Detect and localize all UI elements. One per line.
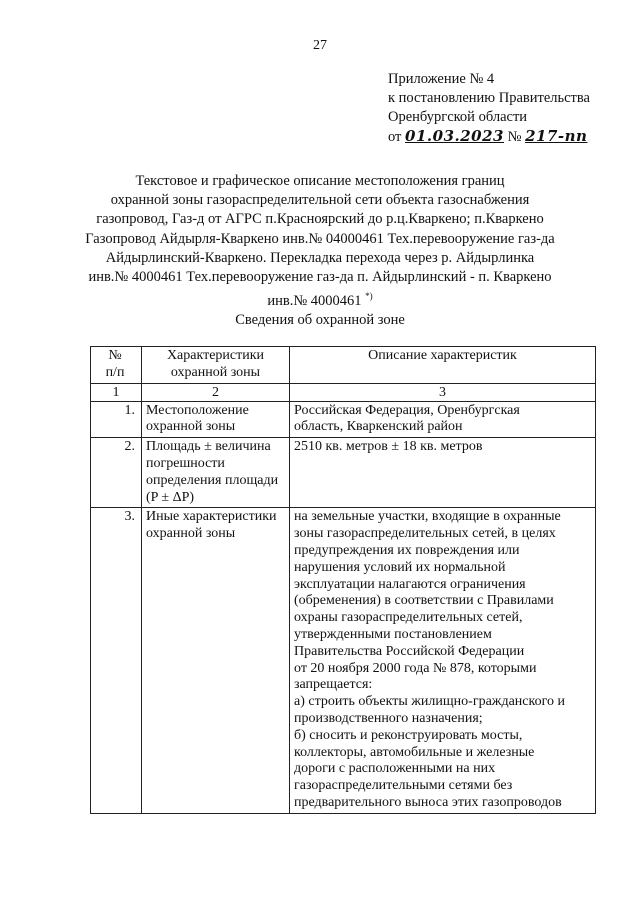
text-line: газораспределительными сетями без [294, 778, 513, 794]
text-line: дороги с расположенными на них [294, 761, 496, 777]
title-line: инв.№ 4000461 Тех.перевооружение газ-да п. Айдырлинский - п. Кваркено [88, 269, 552, 286]
title-line [60, 287, 580, 311]
annex-resolution-line: к постановлению Правительства [388, 90, 590, 106]
text-line: охранной зоны [146, 526, 236, 542]
text-line: а) строить объекты жилищно-гражданского и [294, 694, 565, 710]
title-line: Айдырлинский-Кваркено. Перекладка перехода через р. Айдырлинка [105, 249, 535, 266]
column-number: 1 [91, 383, 142, 401]
text-line: определения площади [146, 472, 279, 488]
title-line: Газопровод Айдырля-Кваркено инв.№ 04000461 Тех.перевооружение газ-да [85, 230, 555, 247]
date-prefix: от [388, 129, 402, 145]
text-line: от 20 ноября 2000 года № 878, которыми [294, 660, 537, 676]
section-subtitle: Сведения об охранной зоне [235, 312, 405, 328]
text-line: Площадь ± величина [146, 439, 271, 455]
annex-block [388, 70, 590, 147]
text-line: предупреждения их повреждения или [294, 542, 520, 558]
table-header-row [91, 347, 596, 384]
text-line: охраны газораспределительных сетей, [294, 610, 523, 626]
table-row [91, 438, 596, 508]
text-line: (P ± ΔP) [146, 489, 195, 505]
text-line: охранной зоны [146, 419, 236, 435]
row-characteristic [142, 508, 290, 813]
annex-region-line: Оренбургской области [388, 109, 528, 125]
text-line: нарушения условий их нормальной [294, 559, 506, 575]
handwritten-date: 01.03.2023 [405, 127, 504, 145]
text-line: Правительства Российской Федерации [294, 643, 525, 659]
table-row [91, 401, 596, 438]
header-description-cell: Описание характеристик [290, 347, 596, 384]
page-number: 27 [313, 38, 327, 53]
header-characteristics-line: Характеристики [166, 348, 265, 363]
row-characteristic [142, 438, 290, 508]
document-title [60, 172, 580, 311]
row-characteristic [142, 401, 290, 438]
text-line: б) сносить и реконструировать мосты, [294, 727, 523, 743]
table-row [91, 508, 596, 813]
text-line: Российская Федерация, Оренбургская [294, 402, 520, 418]
text-line: коллекторы, автомобильные и железные [294, 744, 535, 760]
text-line: эксплуатации налагаются ограничения [294, 576, 526, 592]
row-number: 1. [91, 401, 142, 438]
text-line: утвержденными постановлением [294, 626, 492, 642]
title-last-text: инв.№ 4000461 [267, 293, 362, 310]
handwritten-number: 217-пп [525, 127, 588, 145]
title-line: Текстовое и графическое описание местоположения границ [135, 173, 505, 189]
text-line: 2510 кв. метров ± 18 кв. метров [294, 439, 483, 455]
table-column-numbers-row [91, 383, 596, 401]
header-characteristics-line: охранной зоны [170, 364, 261, 380]
text-line: предварительного выноса этих газопроводов [294, 794, 562, 810]
header-number-line: п/п [105, 364, 125, 380]
row-number: 2. [91, 438, 142, 508]
text-line: погрешности [146, 455, 225, 471]
text-line: запрещается: [294, 677, 373, 693]
text-line: (обременения) в соответствии с Правилами [294, 593, 554, 609]
column-number: 3 [290, 383, 596, 401]
header-characteristics-cell [142, 347, 290, 384]
title-line: охранной зоны газораспределительной сети объекта газоснабжения [110, 192, 530, 209]
row-number: 3. [91, 508, 142, 813]
column-number: 2 [142, 383, 290, 401]
title-line: газопровод, Газ-д от АГРС п.Красноярский до р.ц.Кваркено; п.Кваркено [96, 211, 544, 228]
protection-zone-table [90, 346, 596, 814]
text-line: Иные характеристики [146, 509, 277, 525]
text-line: зоны газораспределительных сетей, в целях [294, 526, 556, 542]
annex-date-number-line [388, 127, 590, 147]
number-prefix: № [507, 129, 522, 145]
row-description [290, 508, 596, 813]
header-number-cell [91, 347, 142, 384]
text-line: область, Кваркенский район [294, 419, 463, 435]
text-line: на земельные участки, входящие в охранные [294, 509, 561, 525]
footnote-mark: *) [365, 291, 373, 302]
text-line: Местоположение [146, 402, 249, 418]
row-description [290, 438, 596, 508]
annex-title: Приложение № 4 [388, 71, 495, 87]
header-number-line: № [108, 348, 122, 363]
row-description [290, 401, 596, 438]
text-line: производственного назначения; [294, 710, 483, 726]
